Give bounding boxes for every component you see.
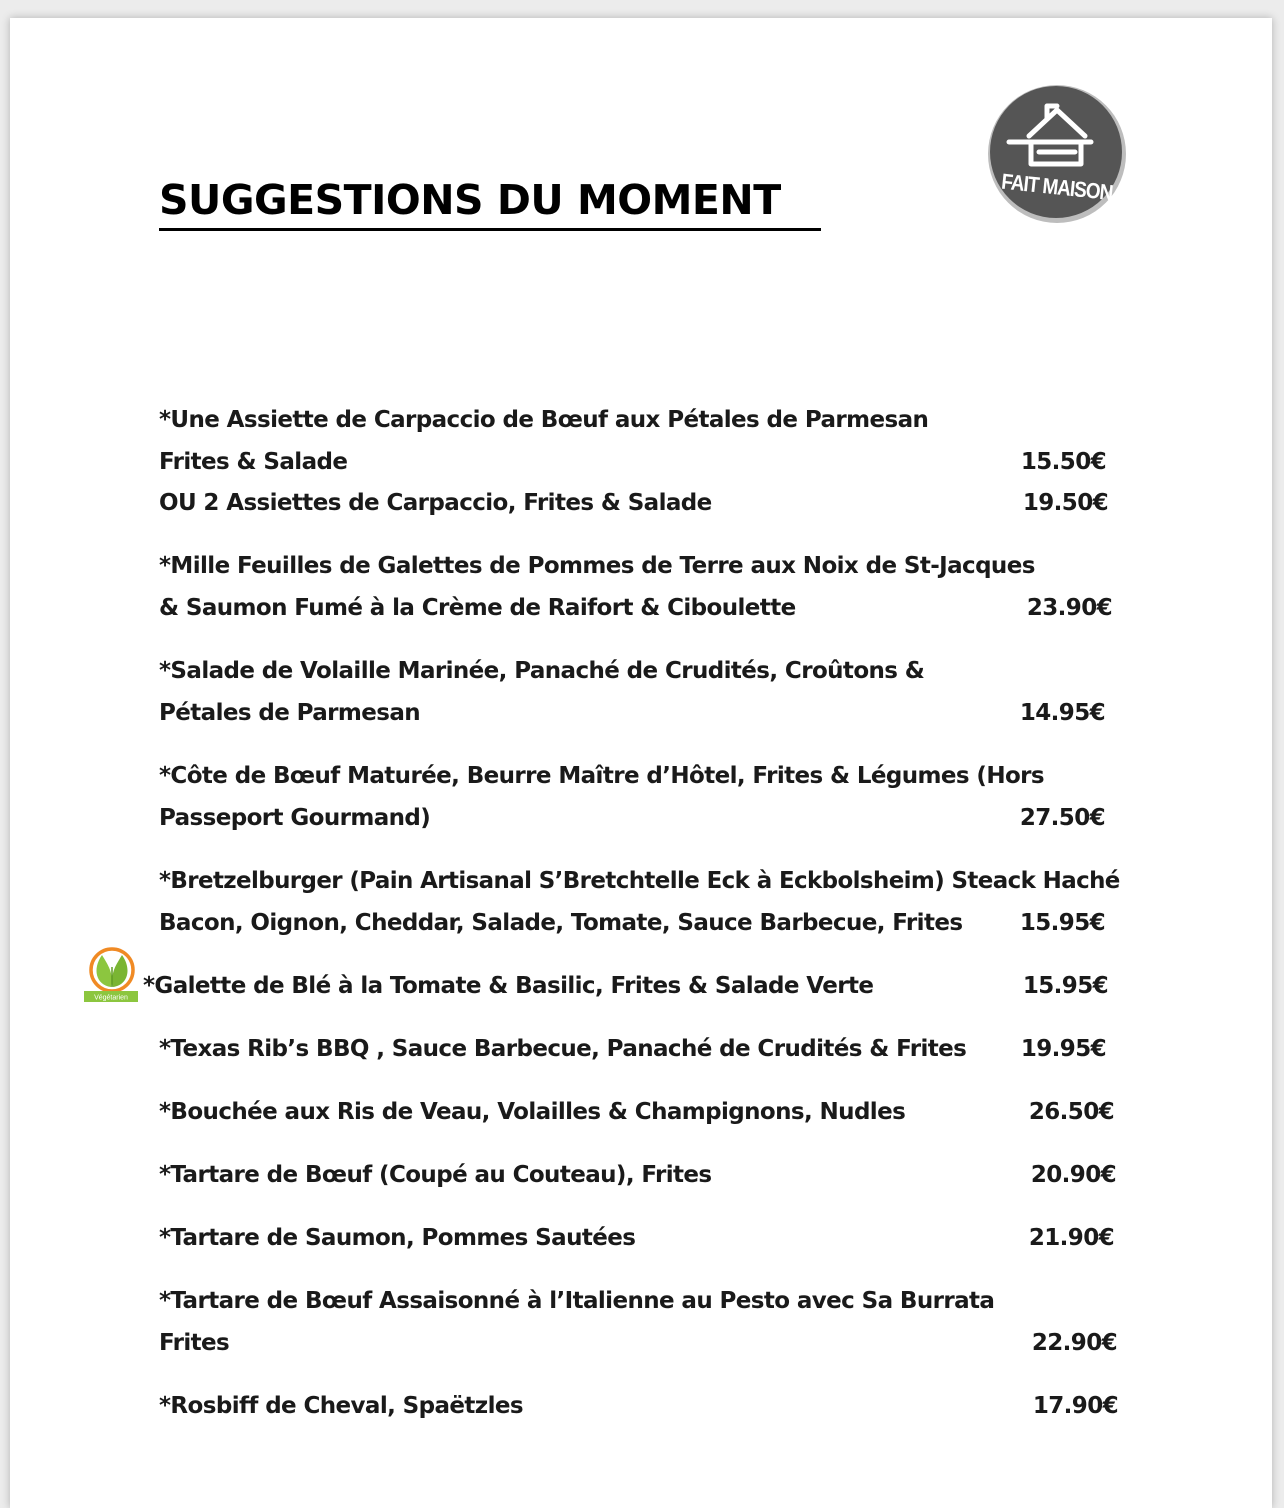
menu-item-line: *Tartare de Bœuf (Coupé au Couteau), Frites	[159, 1162, 712, 1188]
menu-item-line: Bacon, Oignon, Cheddar, Salade, Tomate, Sauce Barbecue, Frites	[159, 910, 963, 936]
menu-item-line: Passeport Gourmand)	[159, 805, 431, 831]
menu-item-line: *Mille Feuilles de Galettes de Pommes de Terre aux Noix de St-Jacques	[159, 553, 1035, 579]
menu-item-line: *Texas Rib’s BBQ , Sauce Barbecue, Panaché de Crudités & Frites	[159, 1036, 967, 1062]
menu-item-price: 26.50€	[1028, 1099, 1114, 1125]
menu-item-line: Frites & Salade	[159, 449, 348, 475]
menu-item-price: 20.90€	[1030, 1162, 1116, 1188]
menu-item-price: 19.50€	[1022, 490, 1108, 516]
menu-item-price: 23.90€	[1026, 595, 1112, 621]
fait-maison-badge	[987, 84, 1127, 224]
menu-item-price: 15.50€	[1020, 449, 1106, 475]
veg-label: Végétarien	[94, 994, 128, 1002]
menu-item-price: 17.90€	[1032, 1393, 1118, 1419]
menu-item-line: *Rosbiff de Cheval, Spaëtzles	[159, 1393, 523, 1419]
page-title: SUGGESTIONS DU MOMENT	[159, 176, 781, 224]
menu-item-line: *Une Assiette de Carpaccio de Bœuf aux Pétales de Parmesan	[159, 407, 929, 433]
menu-item-line: OU 2 Assiettes de Carpaccio, Frites & Salade	[159, 490, 712, 516]
menu-item-price: 22.90€	[1031, 1330, 1117, 1356]
menu-item-price: 15.95€	[1019, 910, 1105, 936]
menu-item-line: *Côte de Bœuf Maturée, Beurre Maître d’Hôtel, Frites & Légumes (Hors	[159, 763, 1045, 789]
menu-item-line: *Tartare de Saumon, Pommes Sautées	[159, 1225, 636, 1251]
menu-item-line: *Tartare de Bœuf Assaisonné à l’Italienne au Pesto avec Sa Burrata	[159, 1288, 995, 1314]
menu-item-price: 19.95€	[1020, 1036, 1106, 1062]
menu-item-line: Frites	[159, 1330, 230, 1356]
title-underline	[159, 228, 821, 231]
menu-page	[10, 18, 1272, 1508]
menu-item-price: 15.95€	[1022, 973, 1108, 999]
menu-item-line: *Salade de Volaille Marinée, Panaché de Crudités, Croûtons &	[159, 658, 925, 684]
menu-item-line: *Galette de Blé à la Tomate & Basilic, Frites & Salade Verte	[143, 973, 874, 999]
menu-item-price: 14.95€	[1019, 700, 1105, 726]
menu-item-price: 21.90€	[1028, 1225, 1114, 1251]
menu-item-price: 27.50€	[1019, 805, 1105, 831]
menu-item-line: *Bretzelburger (Pain Artisanal S’Bretchtelle Eck à Eckbolsheim) Steack Haché	[159, 868, 1120, 894]
leaf-icon	[82, 945, 140, 1003]
menu-item-line: Pétales de Parmesan	[159, 700, 421, 726]
menu-item-line: & Saumon Fumé à la Crème de Raifort & Ciboulette	[159, 595, 796, 621]
menu-item-line: *Bouchée aux Ris de Veau, Volailles & Champignons, Nudles	[159, 1099, 906, 1125]
badge-text: FAIT MAISON	[1000, 169, 1114, 206]
